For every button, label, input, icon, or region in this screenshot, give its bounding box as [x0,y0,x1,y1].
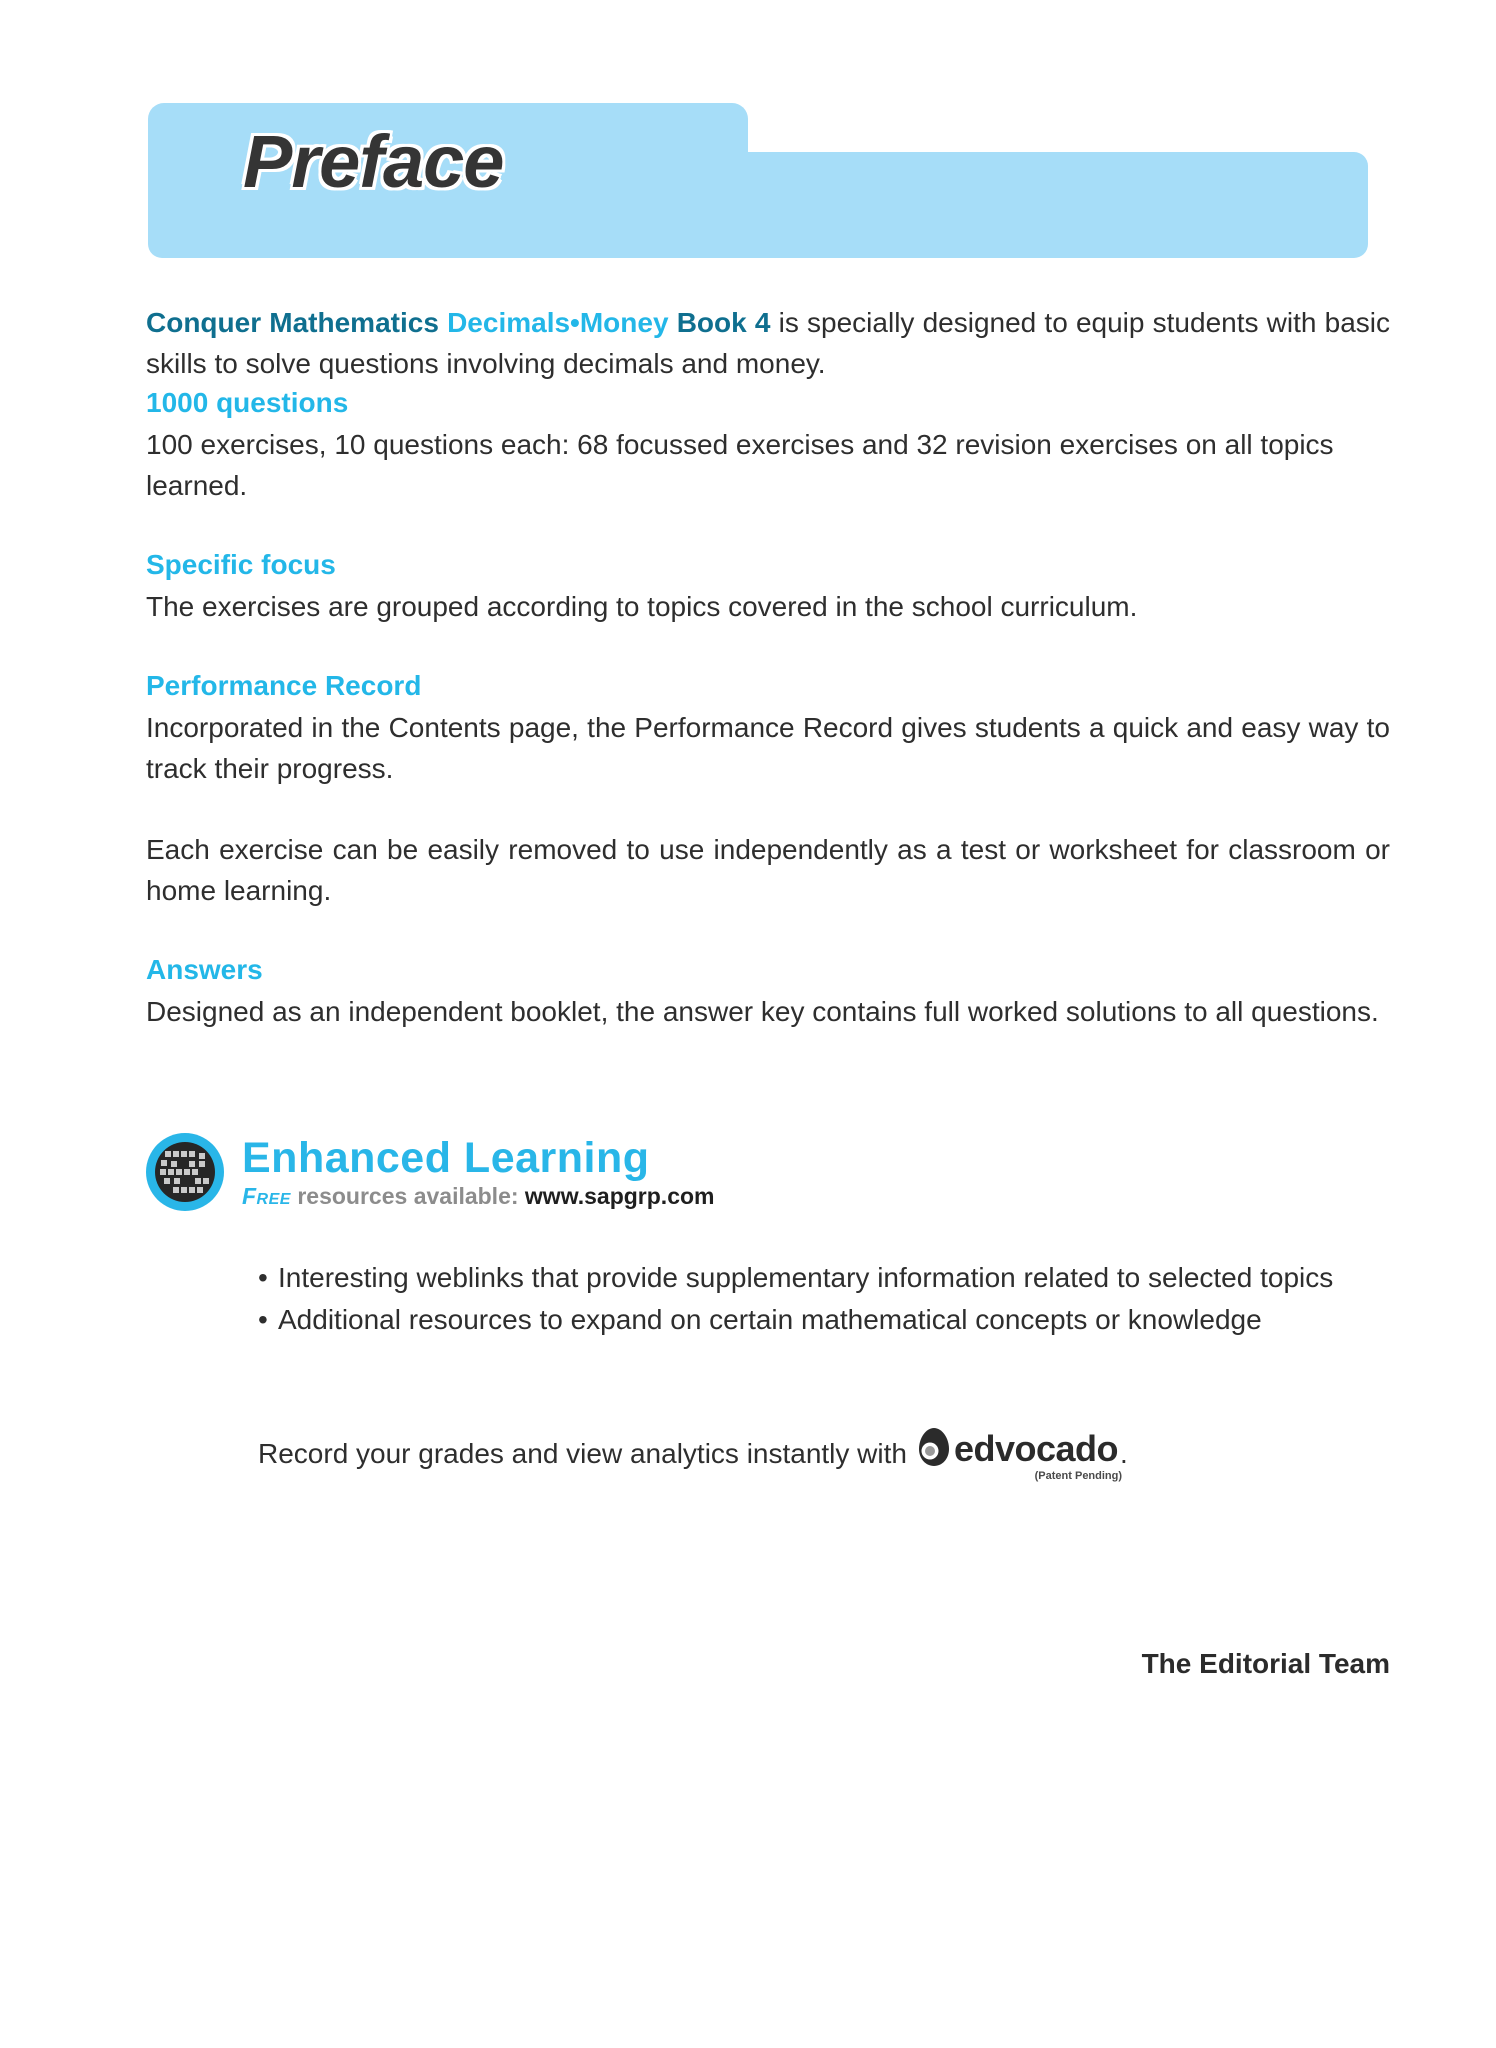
avocado-icon [917,1427,951,1467]
enhanced-learning-block [146,1133,1390,1211]
enhanced-learning-text [242,1133,715,1209]
edvocado-trailing-period: . [1120,1438,1128,1469]
section-body: Each exercise can be easily removed to use independently as a test or worksheet for classroom or home learning. [146,834,1390,906]
enhanced-learning-subtitle [242,1183,715,1209]
brand-conquer-mathematics: Conquer Mathematics [146,307,448,338]
enhanced-learning-row [146,1133,1390,1211]
edvocado-line [258,1423,1390,1482]
brand-decimals-money: Decimals•Money [447,307,669,338]
list-item [258,1257,1390,1299]
section-body: Incorporated in the Contents page, the Performance Record gives students a quick and easy way to track their progress. [146,712,1390,784]
section-heading: 1000 questions [146,387,349,418]
resources-label: resources available: [290,1182,525,1209]
brand-book-number: Book 4 [668,307,771,338]
enhanced-learning-bullets [258,1257,1390,1341]
header-banner [148,103,1368,258]
edvocado-logo [917,1427,1123,1482]
section-heading: Specific focus [146,549,336,580]
section-answers [146,951,1390,1032]
edvocado-lead-text: Record your grades and view analytics instantly with [258,1438,907,1469]
sapgrp-url[interactable]: www.sapgrp.com [524,1182,715,1209]
bullet-icon: • [258,1262,268,1293]
section-heading: Performance Record [146,670,422,701]
preface-content [146,302,1390,1072]
edvocado-wordmark: edvocado [953,1428,1119,1469]
page-title: Preface [243,120,504,203]
section-removable-exercises [146,829,1390,911]
intro-rest-text: is specially designed to equip students with basic skills to solve questions involving decimals and money. [146,307,1391,379]
list-item-label: Additional resources to expand on certain mathematical concepts or knowledge [278,1304,1262,1335]
section-specific-focus [146,546,1390,627]
patent-pending-label: (Patent Pending) [1034,1470,1123,1482]
globe-icon [146,1133,224,1211]
bullet-icon: • [258,1304,268,1335]
section-1000-questions [146,384,1390,506]
section-body: The exercises are grouped according to topics covered in the school curriculum. [146,591,1138,622]
section-heading: Answers [146,954,263,985]
section-body: 100 exercises, 10 questions each: 68 focussed exercises and 32 revision exercises on all topics learned. [146,429,1334,501]
editorial-team-signature: The Editorial Team [1141,1648,1390,1679]
section-body: Designed as an independent booklet, the answer key contains full worked solutions to all questions. [146,996,1379,1027]
enhanced-learning-title: Enhanced Learning [242,1133,650,1182]
list-item [258,1299,1390,1341]
free-label: Free [242,1182,291,1209]
list-item-label: Interesting weblinks that provide supplementary information related to selected topics [278,1262,1334,1293]
intro-paragraph [146,302,1390,384]
section-performance-record [146,667,1390,789]
